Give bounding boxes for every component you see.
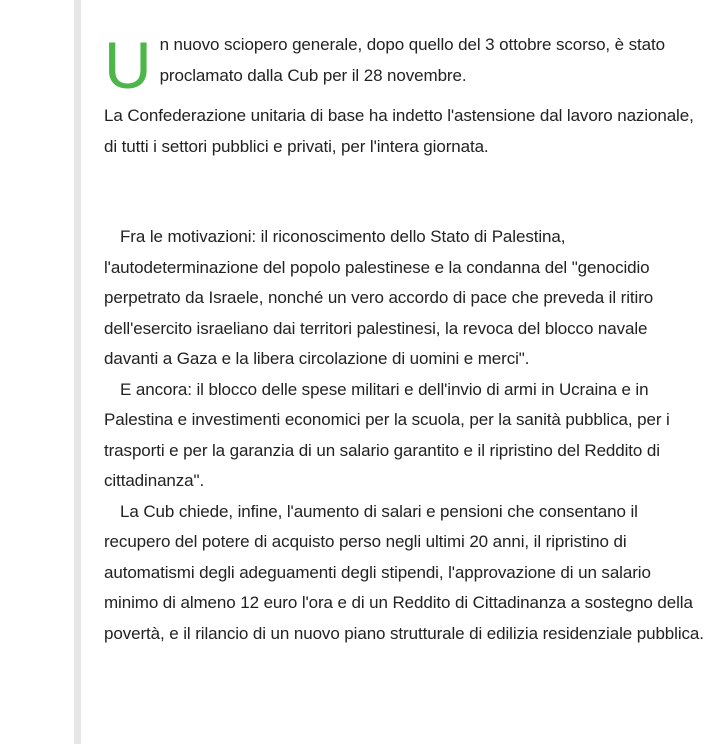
motivations-paragraph: Fra le motivazioni: il riconoscimento dello Stato di Palestina, l'autodeterminazione del popolo palestinese e la condanna del "genocidio perpetrato da Israele, nonché un vero accordo di pace che preveda il ritiro dell'esercito israeliano dai territori palestinesi, la revoca del blocco navale davanti a Gaza e la libera circolazione di uomini e merci". (104, 227, 654, 368)
lead-paragraph (104, 28, 704, 102)
lead-text: n nuovo sciopero generale, dopo quello del 3 ottobre scorso, è stato proclamato dalla Cub per il 28 novembre. (159, 35, 666, 85)
left-rail-divider (74, 0, 81, 744)
article-body (104, 30, 704, 649)
demands-paragraph: La Cub chiede, infine, l'aumento di salari e pensioni che consentano il recupero del potere di acquisto perso negli ultimi 20 anni, il ripristino di automatismi degli adeguamenti degli stipendi, l'approvazione di un salario minimo di almeno 12 euro l'ora e di un Reddito di Cittadinanza a sostegno della povertà, e il rilancio di un nuovo piano strutturale di edilizia residenziale pubblica. (104, 501, 704, 643)
intro-paragraph: La Confederazione unitaria di base ha indetto l'astensione dal lavoro nazionale, di tutti i settori pubblici e privati, per l'intera giornata. (104, 106, 694, 156)
drop-cap: U (104, 28, 152, 102)
further-paragraph: E ancora: il blocco delle spese militari e dell'invio di armi in Ucraina e in Palestina e investimenti economici per la scuola, per la sanità pubblica, per i trasporti e per la garanzia di un salario garantito e il ripristino del Reddito di cittadinanza". (104, 379, 670, 490)
